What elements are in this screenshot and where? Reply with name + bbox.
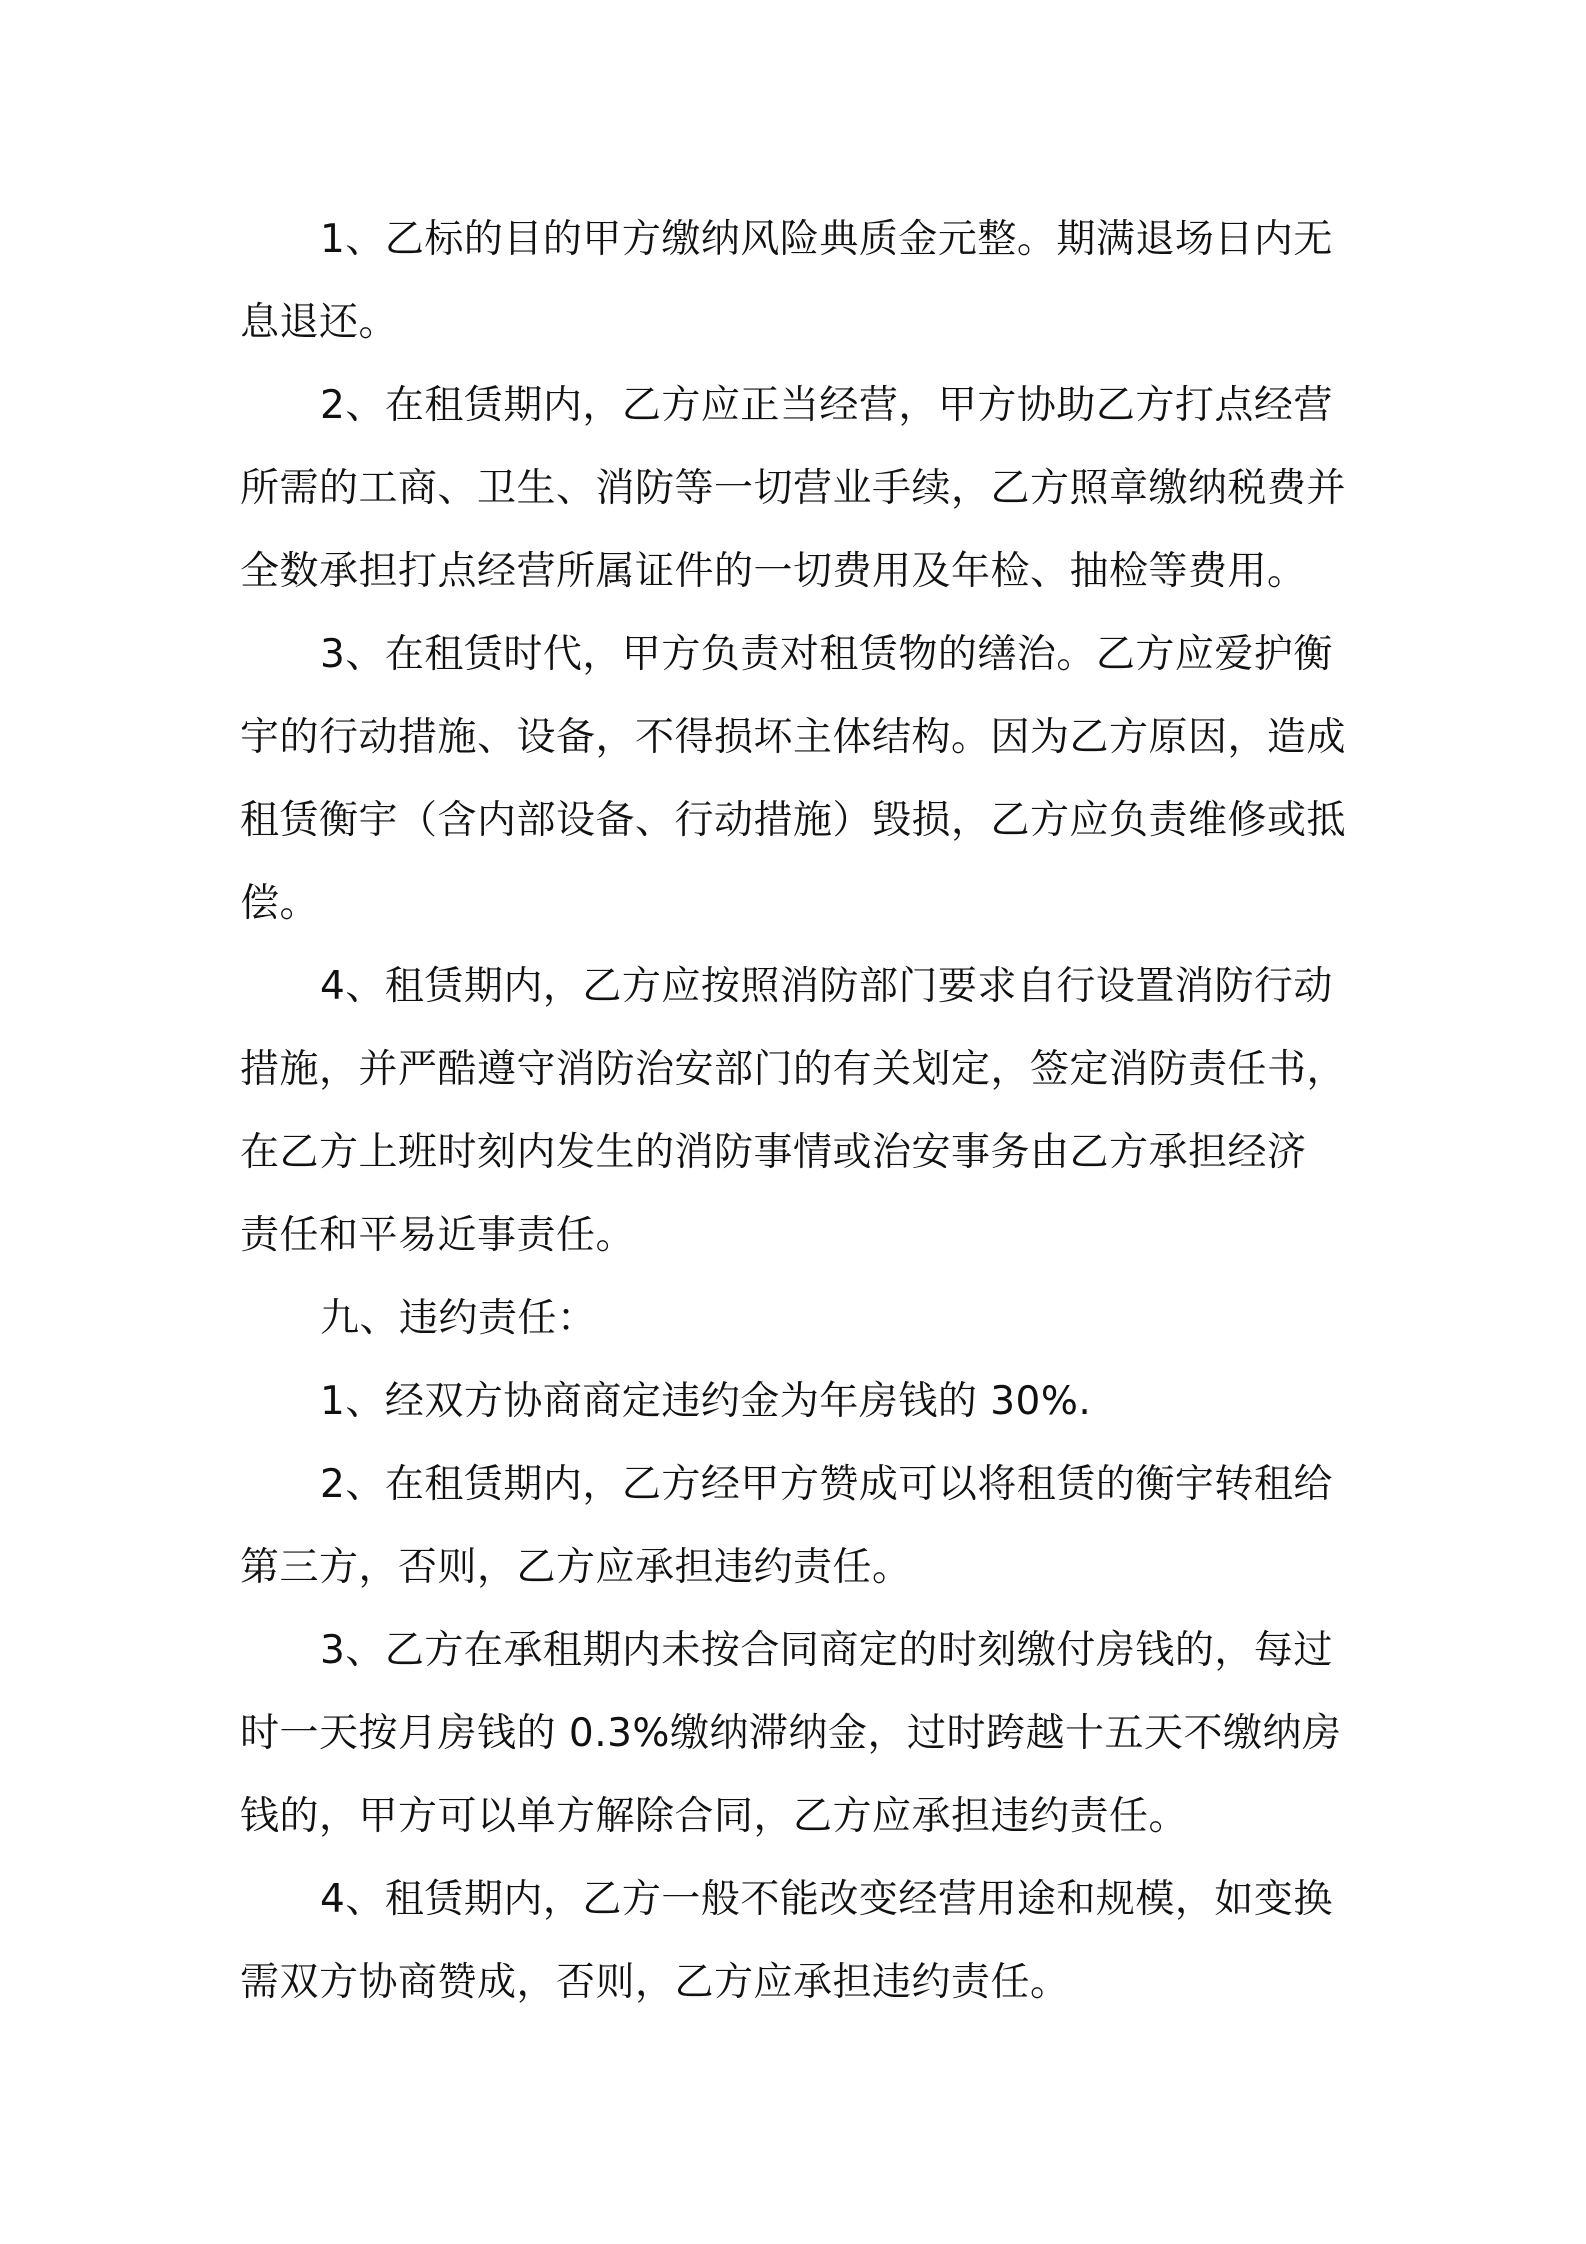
text-line: 需双方协商赞成，否则，乙方应承担违约责任。 (240, 1960, 1070, 2005)
text-line: 3、乙方在承租期内未按合同商定的时刻缴付房钱的，每过 (320, 1628, 1333, 1673)
text-line: 钱的，甲方可以单方解除合同，乙方应承担违约责任。 (240, 1794, 1189, 1839)
text-line: 4、租赁期内，乙方一般不能改变经营用途和规模，如变换 (320, 1877, 1333, 1922)
text-line: 时一天按月房钱的 0.3%缴纳滞纳金，过时跨越十五天不缴纳房 (240, 1711, 1342, 1756)
text-line: 宇的行动措施、设备，不得损坏主体结构。因为乙方原因，造成 (240, 715, 1347, 760)
text-line: 措施，并严酷遵守消防治安部门的有关划定，签定消防责任书， (240, 1047, 1347, 1092)
text-line: 租赁衡宇（含内部设备、行动措施）毁损，乙方应负责维修或抵 (240, 798, 1347, 843)
section-heading: 九、违约责任： (320, 1296, 597, 1341)
document-body (240, 198, 1350, 2024)
text-line: 2、在租赁期内，乙方经甲方赞成可以将租赁的衡宇转租给 (320, 1462, 1333, 1507)
text-line: 1、乙标的目的甲方缴纳风险典质金元整。期满退场日内无 (320, 217, 1333, 262)
text-line: 所需的工商、卫生、消防等一切营业手续，乙方照章缴纳税费并 (240, 466, 1347, 511)
text-line: 责任和平易近事责任。 (240, 1213, 636, 1258)
text-line: 在乙方上班时刻内发生的消防事情或治安事务由乙方承担经济 (240, 1130, 1307, 1175)
text-line: 偿。 (240, 881, 320, 926)
text-line: 4、租赁期内，乙方应按照消防部门要求自行设置消防行动 (320, 964, 1333, 1009)
text-line: 全数承担打点经营所属证件的一切费用及年检、抽检等费用。 (240, 549, 1307, 594)
text-line: 息退还。 (240, 300, 399, 345)
text-line: 2、在租赁期内，乙方应正当经营，甲方协助乙方打点经营 (320, 383, 1333, 428)
text-line: 3、在租赁时代，甲方负责对租赁物的缮治。乙方应爱护衡 (320, 632, 1333, 677)
text-line: 1、经双方协商商定违约金为年房钱的 30%. (320, 1379, 1092, 1424)
text-line: 第三方，否则，乙方应承担违约责任。 (240, 1545, 912, 1590)
